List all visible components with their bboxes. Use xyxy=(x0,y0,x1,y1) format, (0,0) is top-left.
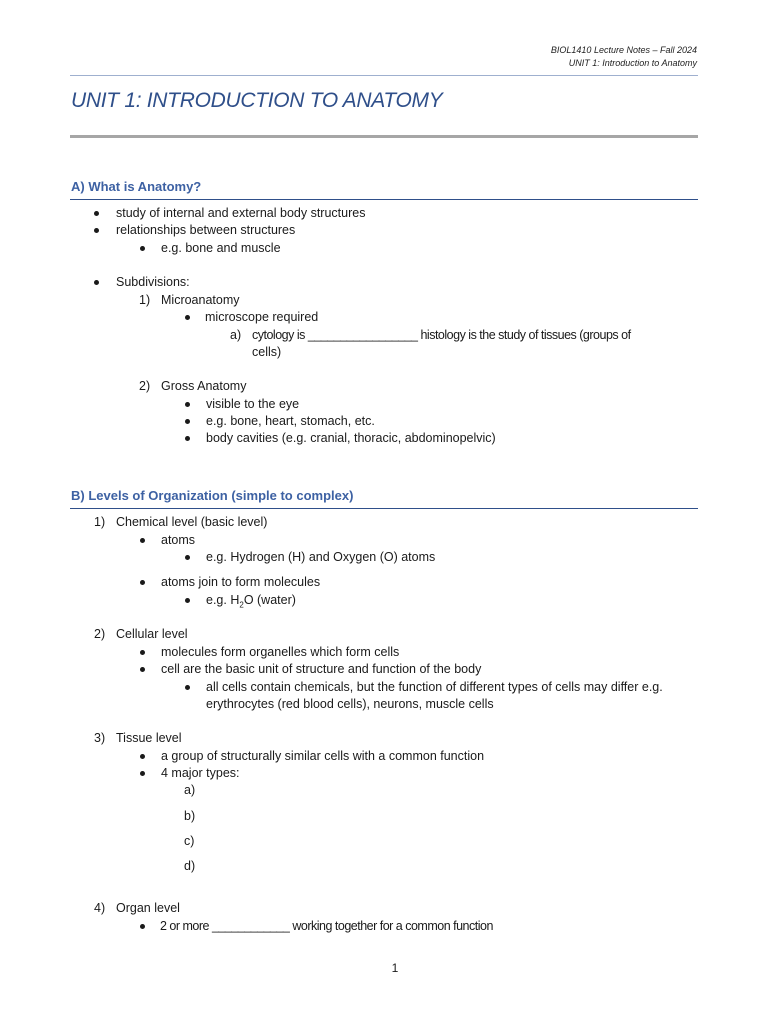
list-item: study of internal and external body structures xyxy=(116,206,366,220)
list-marker: 2) xyxy=(139,379,151,393)
bullet-icon xyxy=(94,280,99,285)
bullet-icon xyxy=(140,246,145,251)
fill-in-blank-line: 2 or more ____________ working together for a common function xyxy=(160,919,493,933)
list-item: visible to the eye xyxy=(206,397,300,411)
section-a-heading: A) What is Anatomy? xyxy=(71,179,202,194)
list-item: body cavities (e.g. cranial, thoracic, abdominopelvic) xyxy=(206,431,496,445)
list-item: e.g. Hydrogen (H) and Oxygen (O) atoms xyxy=(206,550,436,564)
list-marker: a) xyxy=(184,783,196,797)
fill-in-blank-line: cytology is _________________ histology is the study of tissues (groups of xyxy=(252,328,631,342)
list-marker: a) xyxy=(230,328,242,342)
course-line: BIOL1410 Lecture Notes – Fall 2024 xyxy=(550,45,697,55)
page-number: 1 xyxy=(391,961,399,975)
list-marker: c) xyxy=(184,834,195,848)
bullet-icon xyxy=(140,754,145,759)
list-item xyxy=(206,592,296,614)
list-marker: 2) xyxy=(94,627,106,641)
list-item: e.g. bone, heart, stomach, etc. xyxy=(206,414,375,428)
list-item: all cells contain chemicals, but the function of different types of cells may differ e.g. xyxy=(206,680,663,694)
bullet-icon xyxy=(185,419,190,424)
list-item: a group of structurally similar cells with a common function xyxy=(161,749,485,763)
list-marker: b) xyxy=(184,809,196,823)
bullet-icon xyxy=(94,228,99,233)
bullet-icon xyxy=(185,436,190,441)
bullet-icon xyxy=(185,555,190,560)
bullet-icon xyxy=(185,315,190,320)
list-item: Subdivisions: xyxy=(116,275,190,289)
list-marker: d) xyxy=(184,859,196,873)
formula-suffix: O (water) xyxy=(243,593,296,607)
bullet-icon xyxy=(185,598,190,603)
list-item: 4 major types: xyxy=(161,766,240,780)
list-item: Tissue level xyxy=(116,731,182,745)
title-divider xyxy=(70,135,698,138)
bullet-icon xyxy=(140,924,145,929)
list-item: relationships between structures xyxy=(116,223,296,237)
section-a-divider xyxy=(70,199,698,200)
list-marker: 3) xyxy=(94,731,106,745)
list-item: cell are the basic unit of structure and function of the body xyxy=(161,662,482,676)
formula-subscript: 2 xyxy=(239,600,244,610)
list-item-continuation: erythrocytes (red blood cells), neurons, muscle cells xyxy=(206,697,494,711)
bullet-icon xyxy=(185,402,190,407)
running-header xyxy=(551,44,697,70)
section-b-heading: B) Levels of Organization (simple to complex) xyxy=(71,488,354,503)
list-item-continuation: cells) xyxy=(252,345,282,359)
bullet-icon xyxy=(140,538,145,543)
list-item: e.g. bone and muscle xyxy=(161,241,281,255)
list-item: atoms join to form molecules xyxy=(161,575,321,589)
bullet-icon xyxy=(140,650,145,655)
list-marker: 1) xyxy=(94,515,106,529)
list-item: Organ level xyxy=(116,901,180,915)
bullet-icon xyxy=(140,771,145,776)
header-divider xyxy=(70,75,698,76)
list-item: molecules form organelles which form cells xyxy=(161,645,400,659)
bullet-icon xyxy=(140,667,145,672)
bullet-icon xyxy=(140,580,145,585)
list-item: Chemical level (basic level) xyxy=(116,515,268,529)
bullet-icon xyxy=(94,211,99,216)
list-item: atoms xyxy=(161,533,196,547)
section-b-divider xyxy=(70,508,698,509)
bullet-icon xyxy=(185,685,190,690)
list-item: microscope required xyxy=(205,310,319,324)
page-title: UNIT 1: INTRODUCTION TO ANATOMY xyxy=(71,89,443,112)
list-item: Gross Anatomy xyxy=(161,379,247,393)
list-marker: 4) xyxy=(94,901,106,915)
list-item: Microanatomy xyxy=(161,293,240,307)
formula-prefix: e.g. H xyxy=(206,593,240,607)
list-marker: 1) xyxy=(139,293,151,307)
list-item: Cellular level xyxy=(116,627,188,641)
unit-line: UNIT 1: Introduction to Anatomy xyxy=(568,58,697,68)
